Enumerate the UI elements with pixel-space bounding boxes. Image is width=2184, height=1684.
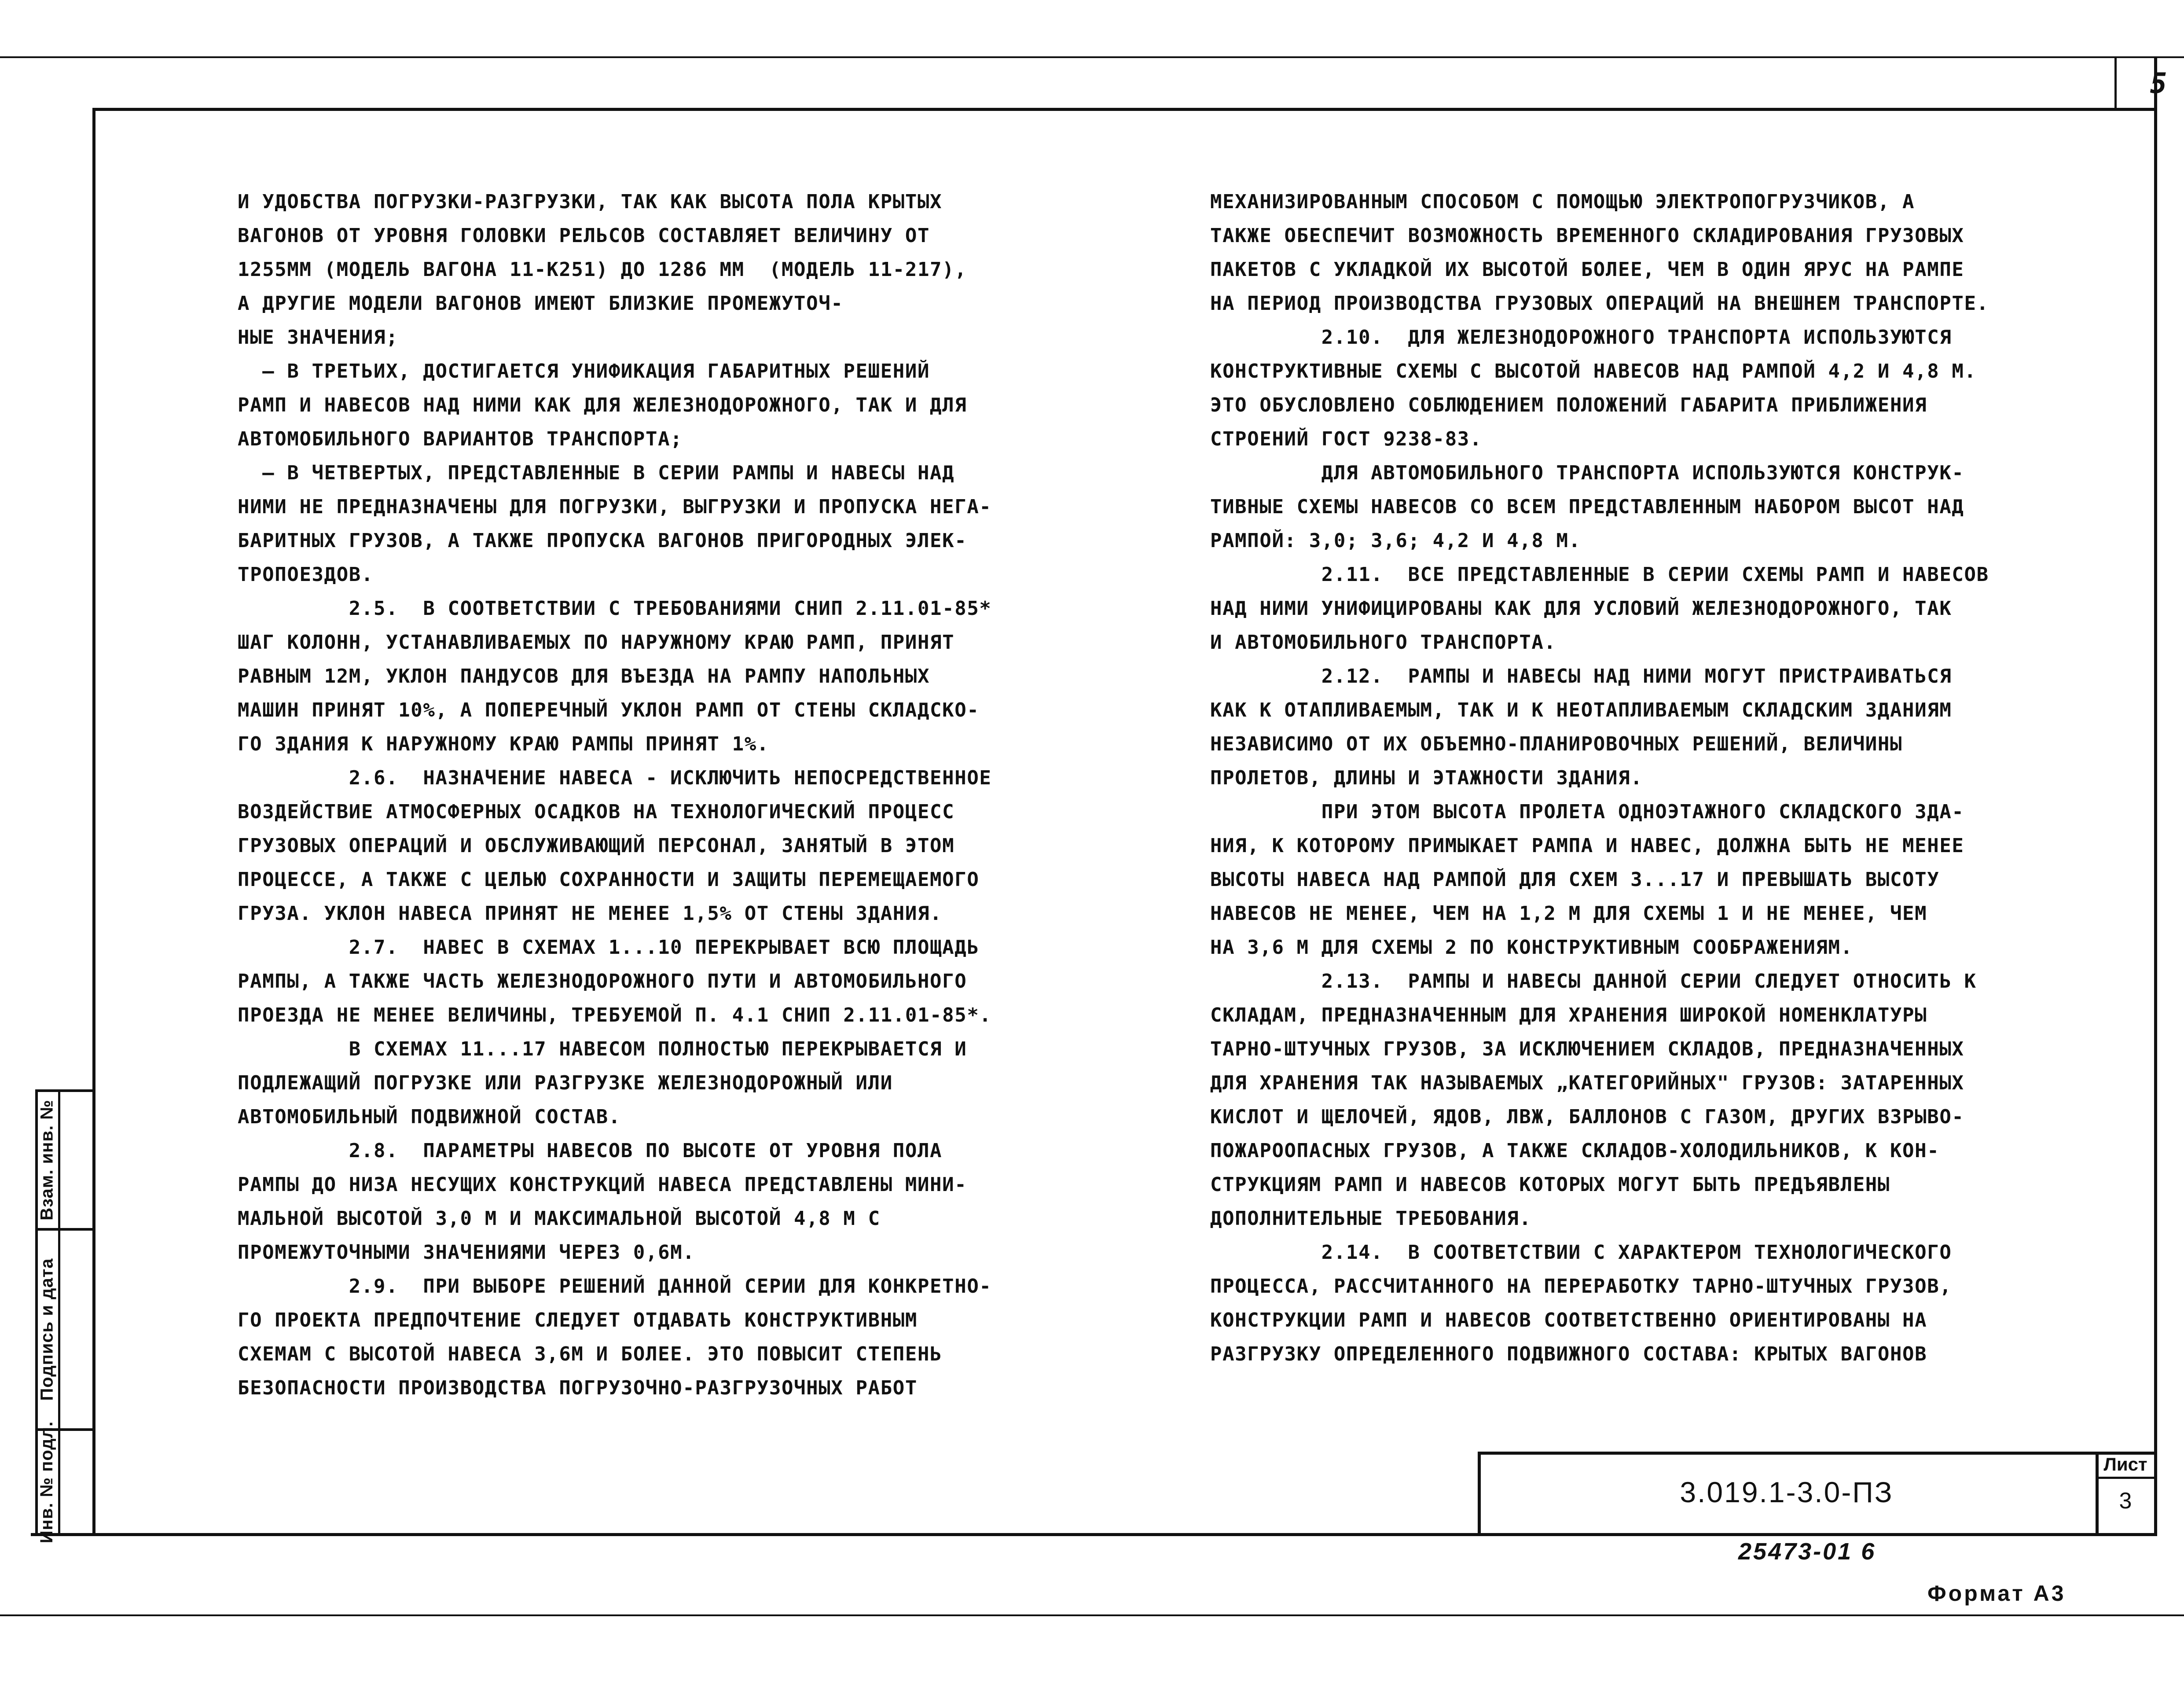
stamp-inv-orig-cell bbox=[34, 1421, 60, 1543]
left-text-column bbox=[238, 185, 1113, 1405]
text-line: ВОЗДЕЙСТВИЕ АТМОСФЕРНЫХ ОСАДКОВ НА ТЕХНОЛОГИЧЕСКИЙ ПРОЦЕСС bbox=[238, 801, 955, 823]
text-line: ДЛЯ ХРАНЕНИЯ ТАК НАЗЫВАЕМЫХ „КАТЕГОРИЙНЫХ" ГРУЗОВ: ЗАТАРЕННЫХ bbox=[1210, 1072, 1964, 1094]
text-line: ЭТО ОБУСЛОВЛЕНО СОБЛЮДЕНИЕМ ПОЛОЖЕНИЙ ГАБАРИТА ПРИБЛИЖЕНИЯ bbox=[1210, 394, 1927, 416]
right-text-column bbox=[1210, 185, 2086, 1371]
text-line: КОНСТРУКЦИИ РАМП И НАВЕСОВ СООТВЕТСТВЕННО ОРИЕНТИРОВАНЫ НА bbox=[1210, 1309, 1927, 1331]
stamp-sign-date-cell bbox=[34, 1231, 60, 1428]
text-line: КАК К ОТАПЛИВАЕМЫМ, ТАК И К НЕОТАПЛИВАЕМЫМ СКЛАДСКИМ ЗДАНИЯМ bbox=[1210, 699, 1952, 721]
text-line: 2.8. ПАРАМЕТРЫ НАВЕСОВ ПО ВЫСОТЕ ОТ УРОВНЯ ПОЛА bbox=[238, 1140, 943, 1162]
text-line: 1255ММ (МОДЕЛЬ ВАГОНА 11-К251) ДО 1286 ММ (МОДЕЛЬ 11-217), bbox=[238, 258, 967, 281]
corner-box-left-line bbox=[2114, 57, 2117, 109]
text-line: НАВЕСОВ НЕ МЕНЕЕ, ЧЕМ НА 1,2 М ДЛЯ СХЕМЫ 1 И НЕ МЕНЕЕ, ЧЕМ bbox=[1210, 902, 1927, 925]
stamp-inv-replace-cell bbox=[34, 1092, 60, 1228]
frame-left-line bbox=[92, 108, 95, 1536]
text-line: ПРОМЕЖУТОЧНЫМИ ЗНАЧЕНИЯМИ ЧЕРЕЗ 0,6М. bbox=[238, 1241, 695, 1264]
text-line: ПРОЛЕТОВ, ДЛИНЫ И ЭТАЖНОСТИ ЗДАНИЯ. bbox=[1210, 767, 1643, 789]
text-line: НЫЕ ЗНАЧЕНИЯ; bbox=[238, 326, 399, 349]
text-line: И УДОБСТВА ПОГРУЗКИ-РАЗГРУЗКИ, ТАК КАК ВЫСОТА ПОЛА КРЫТЫХ bbox=[238, 191, 943, 213]
text-line: ПОДЛЕЖАЩИЙ ПОГРУЗКЕ ИЛИ РАЗГРУЗКЕ ЖЕЛЕЗНОДОРОЖНЫЙ ИЛИ bbox=[238, 1072, 893, 1094]
text-line: НИМИ НЕ ПРЕДНАЗНАЧЕНЫ ДЛЯ ПОГРУЗКИ, ВЫГРУЗКИ И ПРОПУСКА НЕГА- bbox=[238, 496, 992, 518]
text-line: МАЛЬНОЙ ВЫСОТОЙ 3,0 М И МАКСИМАЛЬНОЙ ВЫСОТОЙ 4,8 М С bbox=[238, 1207, 881, 1230]
text-line: МАШИН ПРИНЯТ 10%, А ПОПЕРЕЧНЫЙ УКЛОН РАМП ОТ СТЕНЫ СКЛАДСКО- bbox=[238, 699, 980, 721]
top-edge-line bbox=[0, 56, 2184, 58]
text-line: ТРОПОЕЗДОВ. bbox=[238, 563, 374, 586]
frame-right-line bbox=[2154, 57, 2157, 1536]
text-line: ДОПОЛНИТЕЛЬНЫЕ ТРЕБОВАНИЯ. bbox=[1210, 1207, 1532, 1230]
text-line: АВТОМОБИЛЬНОГО ВАРИАНТОВ ТРАНСПОРТА; bbox=[238, 428, 683, 450]
text-line: НИЯ, К КОТОРОМУ ПРИМЫКАЕТ РАМПА И НАВЕС, ДОЛЖНА БЫТЬ НЕ МЕНЕЕ bbox=[1210, 835, 1964, 857]
text-line: ДЛЯ АВТОМОБИЛЬНОГО ТРАНСПОРТА ИСПОЛЬЗУЮТСЯ КОНСТРУК- bbox=[1210, 462, 1964, 484]
text-line: ШАГ КОЛОНН, УСТАНАВЛИВАЕМЫХ ПО НАРУЖНОМУ КРАЮ РАМП, ПРИНЯТ bbox=[238, 631, 955, 654]
bottom-edge-line bbox=[0, 1614, 2184, 1616]
text-line: НА 3,6 М ДЛЯ СХЕМЫ 2 ПО КОНСТРУКТИВНЫМ СООБРАЖЕНИЯМ. bbox=[1210, 936, 1853, 959]
text-line: СТРУКЦИЯМ РАМП И НАВЕСОВ КОТОРЫХ МОГУТ БЫТЬ ПРЕДЪЯВЛЕНЫ bbox=[1210, 1173, 1890, 1196]
stamp-inv-orig-label: Инв. № подл. bbox=[37, 1421, 57, 1543]
text-line: АВТОМОБИЛЬНЫЙ ПОДВИЖНОЙ СОСТАВ. bbox=[238, 1106, 621, 1128]
text-line: ТАКЖЕ ОБЕСПЕЧИТ ВОЗМОЖНОСТЬ ВРЕМЕННОГО СКЛАДИРОВАНИЯ ГРУЗОВЫХ bbox=[1210, 224, 1964, 247]
text-line: 2.14. В СООТВЕТСТВИИ С ХАРАКТЕРОМ ТЕХНОЛОГИЧЕСКОГО bbox=[1210, 1241, 1952, 1264]
text-line: 2.9. ПРИ ВЫБОРЕ РЕШЕНИЙ ДАННОЙ СЕРИИ ДЛЯ КОНКРЕТНО- bbox=[238, 1275, 992, 1298]
document-code: 3.019.1-3.0-ПЗ bbox=[1680, 1476, 1894, 1508]
text-line: ПРОЦЕССА, РАССЧИТАННОГО НА ПЕРЕРАБОТКУ ТАРНО-ШТУЧНЫХ ГРУЗОВ, bbox=[1210, 1275, 1952, 1298]
text-line: ПРОЦЕССЕ, А ТАКЖЕ С ЦЕЛЬЮ СОХРАННОСТИ И ЗАЩИТЫ ПЕРЕМЕЩАЕМОГО bbox=[238, 868, 980, 891]
text-line: 2.10. ДЛЯ ЖЕЛЕЗНОДОРОЖНОГО ТРАНСПОРТА ИСПОЛЬЗУЮТСЯ bbox=[1210, 326, 1952, 349]
text-line: И АВТОМОБИЛЬНОГО ТРАНСПОРТА. bbox=[1210, 631, 1556, 654]
text-line: СКЛАДАМ, ПРЕДНАЗНАЧЕННЫМ ДЛЯ ХРАНЕНИЯ ШИРОКОЙ НОМЕНКЛАТУРЫ bbox=[1210, 1004, 1927, 1026]
text-line: 2.5. В СООТВЕТСТВИИ С ТРЕБОВАНИЯМИ СНИП 2.11.01-85* bbox=[238, 597, 992, 620]
text-line: НАД НИМИ УНИФИЦИРОВАНЫ КАК ДЛЯ УСЛОВИЙ ЖЕЛЕЗНОДОРОЖНОГО, ТАК bbox=[1210, 597, 1952, 620]
text-line: ТАРНО-ШТУЧНЫХ ГРУЗОВ, ЗА ИСКЛЮЧЕНИЕМ СКЛАДОВ, ПРЕДНАЗНАЧЕННЫХ bbox=[1210, 1038, 1964, 1060]
text-line: ПРОЕЗДА НЕ МЕНЕЕ ВЕЛИЧИНЫ, ТРЕБУЕМОЙ П. 4.1 СНИП 2.11.01-85*. bbox=[238, 1004, 992, 1026]
text-line: СХЕМАМ С ВЫСОТОЙ НАВЕСА 3,6М И БОЛЕЕ. ЭТО ПОВЫСИТ СТЕПЕНЬ bbox=[238, 1343, 943, 1365]
text-line: БЕЗОПАСНОСТИ ПРОИЗВОДСТВА ПОГРУЗОЧНО-РАЗГРУЗОЧНЫХ РАБОТ bbox=[238, 1377, 918, 1399]
text-line: БАРИТНЫХ ГРУЗОВ, А ТАКЖЕ ПРОПУСКА ВАГОНОВ ПРИГОРОДНЫХ ЭЛЕК- bbox=[238, 529, 967, 552]
title-block-sheet-divider bbox=[2096, 1452, 2099, 1536]
text-line: РАВНЫМ 12М, УКЛОН ПАНДУСОВ ДЛЯ ВЪЕЗДА НА РАМПУ НАПОЛЬНЫХ bbox=[238, 665, 930, 688]
text-line: 2.6. НАЗНАЧЕНИЕ НАВЕСА - ИСКЛЮЧИТЬ НЕПОСРЕДСТВЕННОЕ bbox=[238, 767, 992, 789]
text-line: А ДРУГИЕ МОДЕЛИ ВАГОНОВ ИМЕЮТ БЛИЗКИЕ ПРОМЕЖУТОЧ- bbox=[238, 292, 844, 315]
text-line: ТИВНЫЕ СХЕМЫ НАВЕСОВ СО ВСЕМ ПРЕДСТАВЛЕННЫМ НАБОРОМ ВЫСОТ НАД bbox=[1210, 496, 1964, 518]
text-line: МЕХАНИЗИРОВАННЫМ СПОСОБОМ С ПОМОЩЬЮ ЭЛЕКТРОПОГРУЗЧИКОВ, А bbox=[1210, 191, 1915, 213]
text-line: РАМП И НАВЕСОВ НАД НИМИ КАК ДЛЯ ЖЕЛЕЗНОДОРОЖНОГО, ТАК И ДЛЯ bbox=[238, 394, 967, 416]
text-line: 2.7. НАВЕС В СХЕМАХ 1...10 ПЕРЕКРЫВАЕТ ВСЮ ПЛОЩАДЬ bbox=[238, 936, 980, 959]
text-line: РАМПОЙ: 3,0; 3,6; 4,2 И 4,8 М. bbox=[1210, 529, 1581, 552]
text-line: НА ПЕРИОД ПРОИЗВОДСТВА ГРУЗОВЫХ ОПЕРАЦИЙ НА ВНЕШНЕМ ТРАНСПОРТЕ. bbox=[1210, 292, 1989, 315]
text-line: ВЫСОТЫ НАВЕСА НАД РАМПОЙ ДЛЯ СХЕМ 3...17 И ПРЕВЫШАТЬ ВЫСОТУ bbox=[1210, 868, 1940, 891]
text-line: НЕЗАВИСИМО ОТ ИХ ОБЪЕМНО-ПЛАНИРОВОЧНЫХ РЕШЕНИЙ, ВЕЛИЧИНЫ bbox=[1210, 733, 1903, 755]
stamp-inv-replace-label: Взам. инв. № bbox=[37, 1099, 57, 1221]
text-line: – В ТРЕТЬИХ, ДОСТИГАЕТСЯ УНИФИКАЦИЯ ГАБАРИТНЫХ РЕШЕНИЙ bbox=[238, 360, 930, 382]
text-line: СТРОЕНИЙ ГОСТ 9238-83. bbox=[1210, 428, 1482, 450]
frame-top-line bbox=[92, 108, 2156, 111]
text-line: ГРУЗОВЫХ ОПЕРАЦИЙ И ОБСЛУЖИВАЮЩИЙ ПЕРСОНАЛ, ЗАНЯТЫЙ В ЭТОМ bbox=[238, 835, 955, 857]
sheet-label: Лист bbox=[2103, 1454, 2147, 1474]
text-line: 2.12. РАМПЫ И НАВЕСЫ НАД НИМИ МОГУТ ПРИСТРАИВАТЬСЯ bbox=[1210, 665, 1952, 688]
text-line: ВАГОНОВ ОТ УРОВНЯ ГОЛОВКИ РЕЛЬСОВ СОСТАВЛЯЕТ ВЕЛИЧИНУ ОТ bbox=[238, 224, 930, 247]
text-line: РАМПЫ, А ТАКЖЕ ЧАСТЬ ЖЕЛЕЗНОДОРОЖНОГО ПУТИ И АВТОМОБИЛЬНОГО bbox=[238, 970, 967, 993]
text-line: В СХЕМАХ 11...17 НАВЕСОМ ПОЛНОСТЬЮ ПЕРЕКРЫВАЕТСЯ И bbox=[238, 1038, 967, 1060]
text-line: РАМПЫ ДО НИЗА НЕСУЩИХ КОНСТРУКЦИЙ НАВЕСА ПРЕДСТАВЛЕНЫ МИНИ- bbox=[238, 1173, 967, 1196]
text-line: – В ЧЕТВЕРТЫХ, ПРЕДСТАВЛЕННЫЕ В СЕРИИ РАМПЫ И НАВЕСЫ НАД bbox=[238, 462, 955, 484]
text-line: ПРИ ЭТОМ ВЫСОТА ПРОЛЕТА ОДНОЭТАЖНОГО СКЛАДСКОГО ЗДА- bbox=[1210, 801, 1964, 823]
format-label: Формат А3 bbox=[1927, 1581, 2066, 1606]
text-line: ГО ПРОЕКТА ПРЕДПОЧТЕНИЕ СЛЕДУЕТ ОТДАВАТЬ КОНСТРУКТИВНЫМ bbox=[238, 1309, 918, 1331]
inventory-number: 25473-01 6 bbox=[1738, 1538, 1876, 1565]
text-line: 2.13. РАМПЫ И НАВЕСЫ ДАННОЙ СЕРИИ СЛЕДУЕТ ОТНОСИТЬ К bbox=[1210, 970, 1977, 993]
text-line: 2.11. ВСЕ ПРЕДСТАВЛЕННЫЕ В СЕРИИ СХЕМЫ РАМП И НАВЕСОВ bbox=[1210, 563, 1989, 586]
text-line: ГРУЗА. УКЛОН НАВЕСА ПРИНЯТ НЕ МЕНЕЕ 1,5% ОТ СТЕНЫ ЗДАНИЯ. bbox=[238, 902, 943, 925]
text-line: КИСЛОТ И ЩЕЛОЧЕЙ, ЯДОВ, ЛВЖ, БАЛЛОНОВ С ГАЗОМ, ДРУГИХ ВЗРЫВО- bbox=[1210, 1106, 1964, 1128]
stamp-sign-date-label: Подпись и дата bbox=[37, 1258, 57, 1401]
text-line: КОНСТРУКТИВНЫЕ СХЕМЫ С ВЫСОТОЙ НАВЕСОВ НАД РАМПОЙ 4,2 И 4,8 М. bbox=[1210, 360, 1977, 382]
text-line: ПАКЕТОВ С УКЛАДКОЙ ИХ ВЫСОТОЙ БОЛЕЕ, ЧЕМ В ОДИН ЯРУС НА РАМПЕ bbox=[1210, 258, 1964, 281]
text-line: ПОЖАРООПАСНЫХ ГРУЗОВ, А ТАКЖЕ СКЛАДОВ-ХОЛОДИЛЬНИКОВ, К КОН- bbox=[1210, 1140, 1940, 1162]
text-line: ГО ЗДАНИЯ К НАРУЖНОМУ КРАЮ РАМПЫ ПРИНЯТ 1%. bbox=[238, 733, 769, 755]
page-corner-number: 5 bbox=[2150, 67, 2167, 100]
text-line: РАЗГРУЗКУ ОПРЕДЕЛЕННОГО ПОДВИЖНОГО СОСТАВА: КРЫТЫХ ВАГОНОВ bbox=[1210, 1343, 1927, 1365]
title-block-left-line bbox=[1478, 1452, 1481, 1536]
sheet-number: 3 bbox=[2119, 1488, 2132, 1514]
title-block-top-line bbox=[1478, 1452, 2157, 1455]
